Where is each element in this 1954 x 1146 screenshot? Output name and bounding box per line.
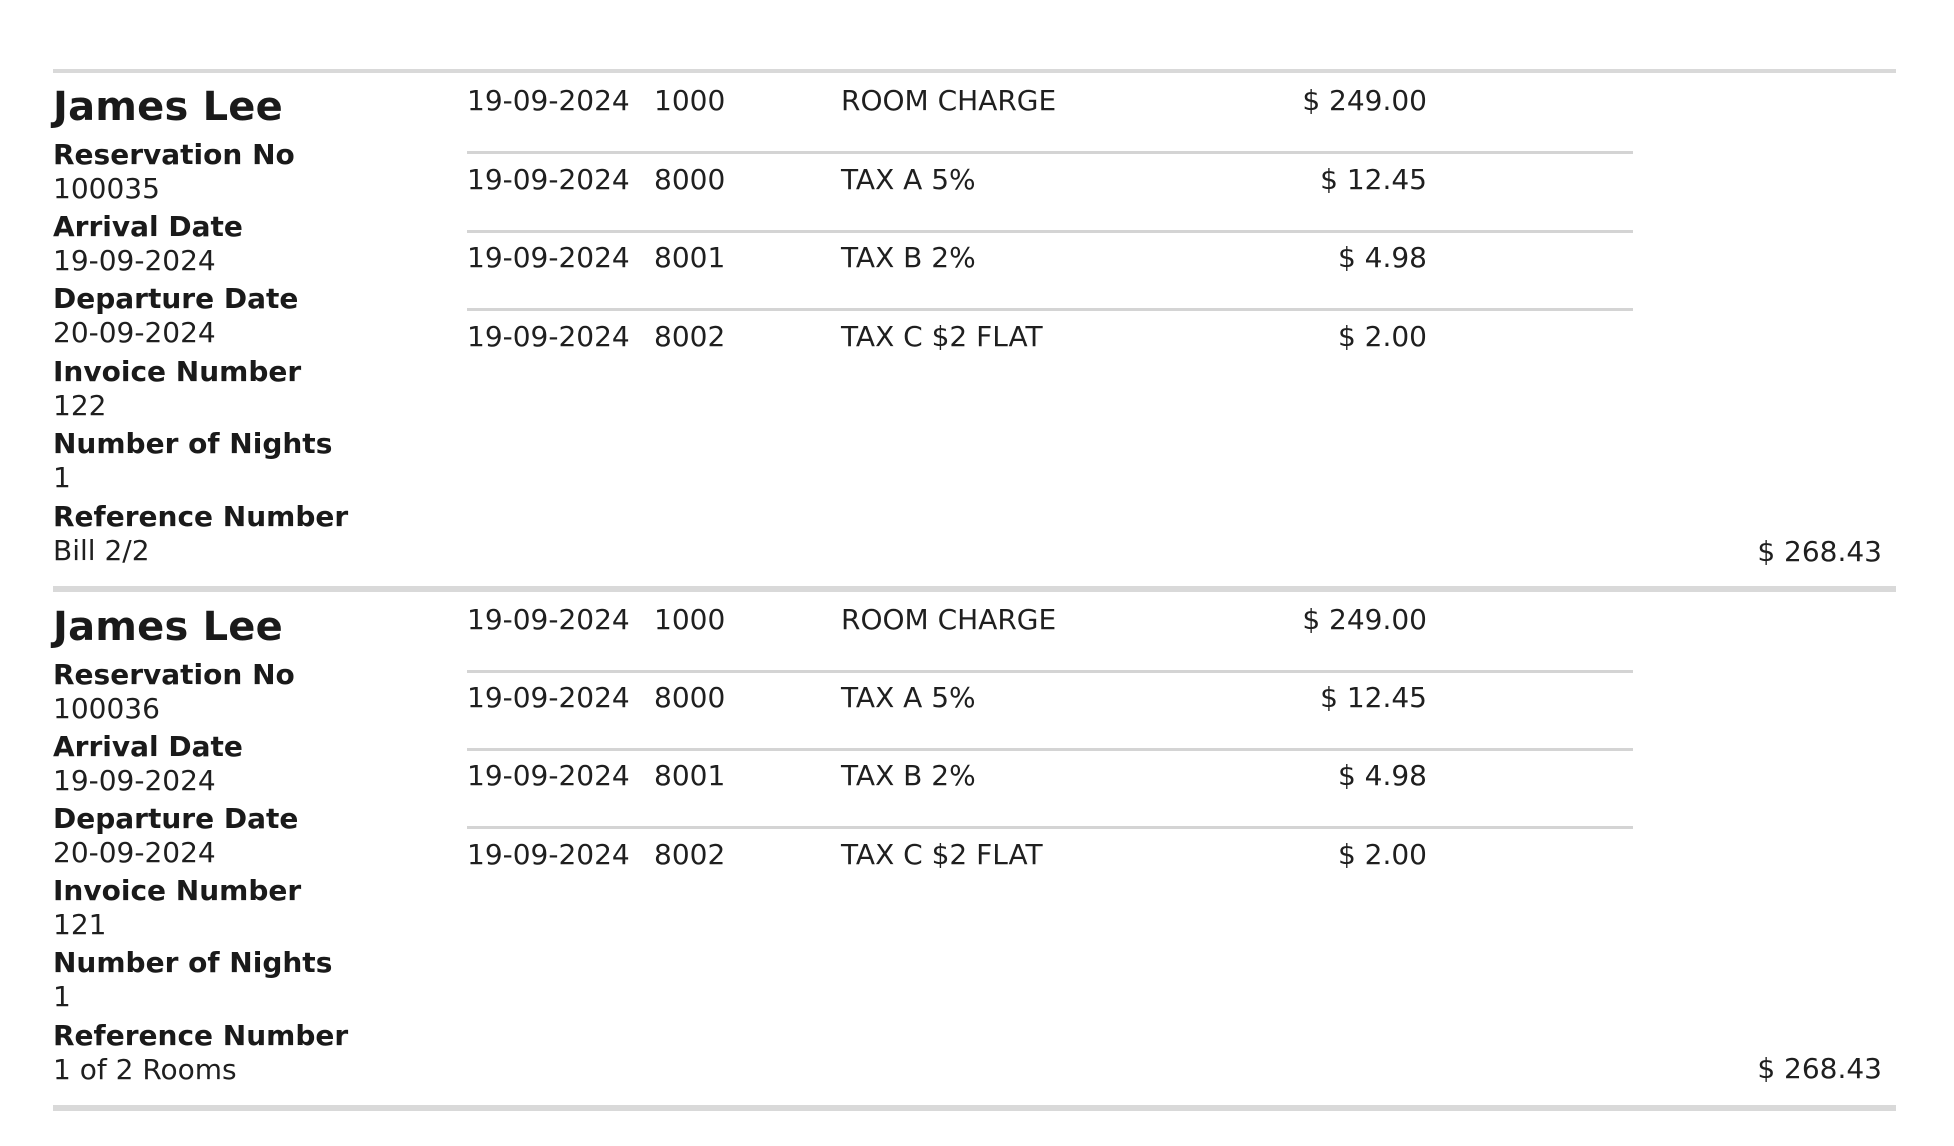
field-label: Reservation No [53, 658, 295, 691]
reference-number-field [53, 500, 348, 568]
field-label: Reservation No [53, 138, 295, 171]
field-label: Number of Nights [53, 427, 333, 460]
charge-code: 8002 [654, 320, 726, 353]
charge-date: 19-09-2024 [467, 241, 630, 274]
charge-amount: $ 12.45 [1320, 163, 1427, 196]
invoice-number-field [53, 355, 301, 423]
charge-code: 8000 [654, 163, 726, 196]
charge-row [467, 828, 1633, 888]
charge-date: 19-09-2024 [467, 759, 630, 792]
field-label: Invoice Number [53, 355, 302, 388]
charge-date: 19-09-2024 [467, 163, 630, 196]
field-label: Reference Number [53, 500, 349, 533]
charge-amount: $ 4.98 [1337, 241, 1427, 274]
field-label: Arrival Date [53, 730, 243, 763]
field-label: Invoice Number [53, 874, 302, 907]
invoice-total: $ 268.43 [1757, 535, 1882, 568]
departure-date-field [53, 802, 298, 870]
charge-row [467, 153, 1633, 233]
charge-date: 19-09-2024 [467, 838, 630, 871]
arrival-date-field [53, 730, 243, 798]
field-value: 19-09-2024 [53, 244, 216, 277]
charge-description: ROOM CHARGE [841, 603, 1057, 636]
charge-row [467, 593, 1633, 673]
charge-description: TAX A 5% [841, 681, 976, 714]
reference-number-field [53, 1019, 348, 1087]
charge-code: 8001 [654, 759, 726, 792]
invoice-number-field [53, 874, 301, 942]
charge-description: TAX C $2 FLAT [841, 320, 1043, 353]
field-value: 121 [53, 908, 107, 941]
reservation-no-field [53, 138, 295, 206]
invoice-record [53, 73, 1896, 586]
arrival-date-field [53, 210, 243, 278]
charge-amount: $ 4.98 [1337, 759, 1427, 792]
field-label: Departure Date [53, 802, 299, 835]
charge-date: 19-09-2024 [467, 84, 630, 117]
invoice-record [53, 592, 1896, 1105]
charge-row [467, 671, 1633, 751]
charge-description: TAX C $2 FLAT [841, 838, 1043, 871]
charge-row [467, 310, 1633, 370]
field-value: 100035 [53, 172, 160, 205]
field-value: 1 [53, 980, 71, 1013]
field-value: 20-09-2024 [53, 836, 216, 869]
charge-amount: $ 2.00 [1337, 320, 1427, 353]
charge-description: TAX A 5% [841, 163, 976, 196]
invoice-total: $ 268.43 [1757, 1052, 1882, 1085]
charge-date: 19-09-2024 [467, 320, 630, 353]
field-label: Number of Nights [53, 946, 333, 979]
charge-code: 8001 [654, 241, 726, 274]
field-label: Departure Date [53, 282, 299, 315]
field-value: Bill 2/2 [53, 534, 150, 567]
charge-row [467, 74, 1633, 154]
field-value: 20-09-2024 [53, 316, 216, 349]
field-value: 19-09-2024 [53, 764, 216, 797]
charge-amount: $ 2.00 [1337, 838, 1427, 871]
charge-description: TAX B 2% [841, 241, 976, 274]
charge-date: 19-09-2024 [467, 681, 630, 714]
charge-amount: $ 249.00 [1302, 603, 1427, 636]
charge-code: 1000 [654, 603, 726, 636]
section-divider [53, 1105, 1896, 1111]
guest-name: James Lee [53, 84, 283, 130]
field-label: Arrival Date [53, 210, 243, 243]
field-value: 1 of 2 Rooms [53, 1053, 237, 1086]
field-value: 122 [53, 389, 107, 422]
field-value: 1 [53, 461, 71, 494]
charge-row [467, 231, 1633, 311]
charge-code: 1000 [654, 84, 726, 117]
charge-date: 19-09-2024 [467, 603, 630, 636]
number-of-nights-field [53, 427, 332, 495]
field-value: 100036 [53, 692, 160, 725]
number-of-nights-field [53, 946, 332, 1014]
field-label: Reference Number [53, 1019, 349, 1052]
charge-amount: $ 12.45 [1320, 681, 1427, 714]
charge-amount: $ 249.00 [1302, 84, 1427, 117]
charge-row [467, 749, 1633, 829]
reservation-no-field [53, 658, 295, 726]
departure-date-field [53, 282, 298, 350]
charge-code: 8002 [654, 838, 726, 871]
charge-description: TAX B 2% [841, 759, 976, 792]
charge-code: 8000 [654, 681, 726, 714]
guest-name: James Lee [53, 604, 283, 650]
charge-description: ROOM CHARGE [841, 84, 1057, 117]
